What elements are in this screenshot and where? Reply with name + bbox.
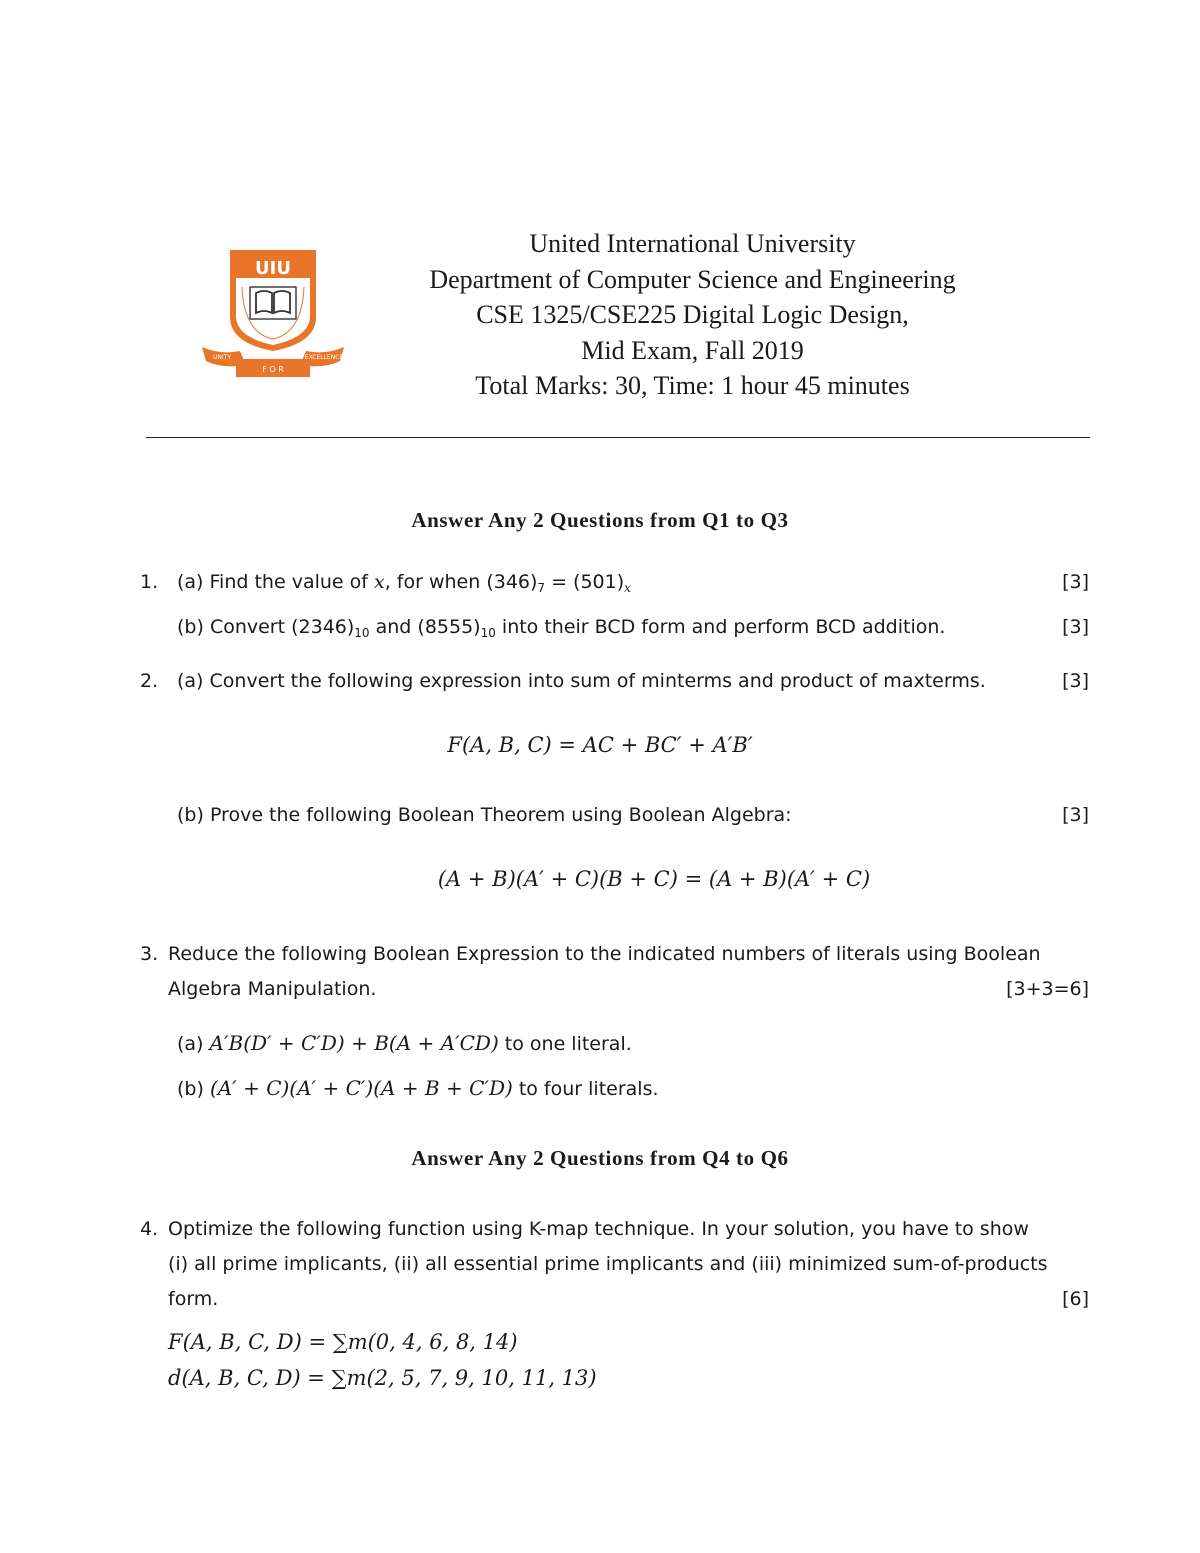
q3a-line: [177, 1031, 632, 1055]
university-logo: [200, 247, 346, 379]
q1a-variable: x: [374, 571, 385, 593]
q4-text-line-3: form.: [168, 1288, 219, 1310]
q3b-line: [177, 1076, 659, 1100]
q4-function: F(A, B, C, D) = ∑m(0, 4, 6, 8, 14): [168, 1330, 518, 1354]
svg-text:UNITY: UNITY: [213, 354, 231, 361]
q1a-base-1: 7: [537, 581, 546, 595]
q2-number: 2.: [140, 670, 159, 692]
q1a-text-3: = (501): [545, 571, 625, 593]
q4-text-line-1: Optimize the following function using K-map technique. In your solution, you have to show: [168, 1218, 1029, 1240]
q1b-line: [177, 616, 945, 640]
q3b-expression: (A′ + C)(A′ + C′)(A + B + C′D): [209, 1076, 513, 1100]
university-name: United International University: [529, 229, 856, 258]
q4-marks: [6]: [1062, 1288, 1089, 1310]
exam-title: Mid Exam, Fall 2019: [581, 335, 804, 365]
q2a-equation: F(A, B, C) = AC + BC′ + A′B′: [447, 733, 753, 757]
q2b-marks: [3]: [1062, 804, 1089, 826]
department-name: Department of Computer Science and Engineering: [429, 264, 956, 294]
q2a-line: [177, 670, 986, 692]
q1a-marks: [3]: [1062, 571, 1089, 593]
q2b-line: [177, 804, 792, 826]
q1b-base-1: 10: [354, 626, 370, 640]
q3b-label: (b): [177, 1078, 204, 1100]
q3a-label: (a): [177, 1033, 204, 1055]
q1b-marks: [3]: [1062, 616, 1089, 638]
marks-and-time: Total Marks: 30, Time: 1 hour 45 minutes: [475, 371, 910, 400]
q2b-equation: (A + B)(A′ + C)(B + C) = (A + B)(A′ + C): [437, 867, 871, 891]
q2b-label: (b): [177, 804, 204, 826]
q2a-marks: [3]: [1062, 670, 1089, 692]
q4-dont-cares: d(A, B, C, D) = ∑m(2, 5, 7, 9, 10, 11, 13): [168, 1366, 597, 1390]
q4-number: 4.: [140, 1218, 159, 1240]
q3a-expression: A′B(D′ + C′D) + B(A + A′CD): [209, 1031, 499, 1055]
q1a-line: [177, 571, 631, 595]
exam-header: [330, 226, 1055, 404]
q3-marks: [3+3=6]: [1006, 978, 1089, 1000]
q3-text-line-2: Algebra Manipulation.: [168, 978, 377, 1000]
q4-text-line-2: (i) all prime implicants, (ii) all essential prime implicants and (iii) minimized sum-of-products: [168, 1253, 1048, 1275]
q1a-base-2: x: [624, 581, 631, 595]
q1b-text-2: and (8555): [369, 616, 481, 638]
q3-text-line-1: Reduce the following Boolean Expression to the indicated numbers of literals using Boolean: [168, 943, 1041, 965]
q2b-text: Prove the following Boolean Theorem using Boolean Algebra:: [209, 804, 792, 826]
svg-text:EXCELLENCE: EXCELLENCE: [304, 354, 344, 361]
q1a-text: Find the value of: [209, 571, 374, 593]
q1b-base-2: 10: [480, 626, 496, 640]
q1b-text: Convert (2346): [209, 616, 355, 638]
q1b-text-3: into their BCD form and perform BCD addition.: [495, 616, 946, 638]
course-title: CSE 1325/CSE225 Digital Logic Design,: [476, 300, 909, 329]
q2a-label: (a): [177, 670, 204, 692]
q1a-label: (a): [177, 571, 204, 593]
q3-number: 3.: [140, 943, 159, 965]
q3a-text: to one literal.: [498, 1033, 632, 1055]
q1b-label: (b): [177, 616, 204, 638]
section-heading-2: Answer Any 2 Questions from Q4 to Q6: [411, 1146, 789, 1170]
q1-number: 1.: [140, 571, 159, 593]
svg-text:UIU: UIU: [255, 258, 291, 279]
q1a-text-2: , for when (346): [384, 571, 538, 593]
q3b-text: to four literals.: [512, 1078, 659, 1100]
q2a-text: Convert the following expression into sum of minterms and product of maxterms.: [209, 670, 986, 692]
section-heading-1: Answer Any 2 Questions from Q1 to Q3: [411, 508, 789, 532]
svg-text:F O R: F O R: [262, 365, 284, 374]
header-divider: [146, 437, 1090, 438]
